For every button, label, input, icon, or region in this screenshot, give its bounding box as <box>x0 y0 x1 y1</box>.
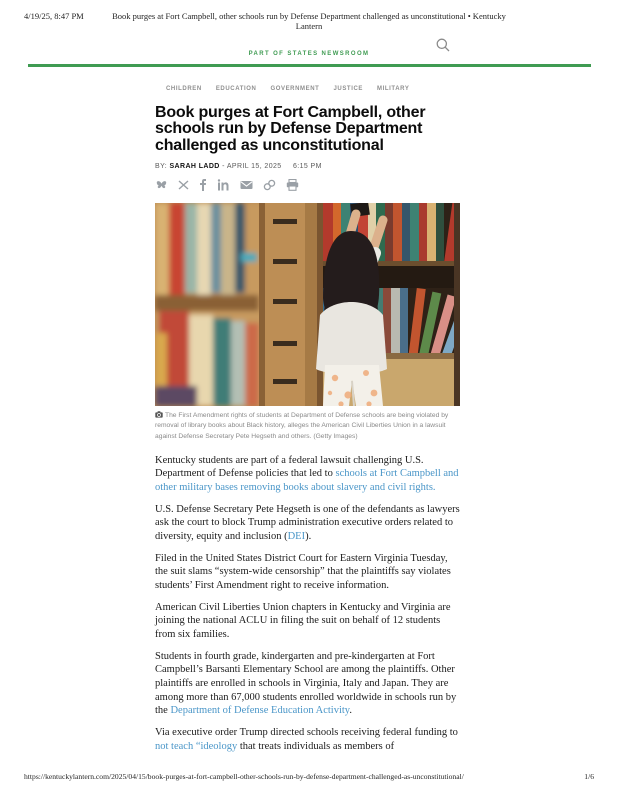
states-newsroom-tagline: PART OF STATES NEWSROOM <box>248 51 370 57</box>
article-paragraph <box>155 552 462 593</box>
article-paragraph <box>155 726 462 753</box>
body-text: American Civil Liberties Union chapters in Kentucky and Virginia are joining the national ACLU in filing the suit on behalf of 12 students from six families. <box>155 601 451 640</box>
print-page-title: Book purges at Fort Campbell, other schools run by Defense Department challenged as unconstitutional • Kentucky Lantern <box>112 11 506 31</box>
body-text: . <box>349 705 353 717</box>
bluesky-share-button[interactable] <box>155 179 168 191</box>
byline-prefix: BY: <box>155 163 168 171</box>
body-text: Kentucky students are part of a federal lawsuit challenging U.S. Department of Defense policies that led to <box>155 454 424 480</box>
nav-item-justice[interactable]: JUSTICE <box>333 86 363 92</box>
body-text: ). <box>305 530 312 542</box>
main-nav <box>166 86 462 92</box>
article-paragraph <box>155 503 462 544</box>
photo-caption-text: The First Amendment rights of students at Department of Defense schools are being violated by removal of library books about Black history, alleges the American Civil Liberties Union in a lawsuit against Defense Secretary Pete Hegseth and others. (Getty Images) <box>155 412 449 440</box>
print-share-button[interactable] <box>286 179 299 191</box>
article-body <box>155 454 462 754</box>
print-page-number: 1/6 <box>584 772 594 781</box>
link-icon <box>263 179 276 191</box>
article-column <box>155 82 462 762</box>
author-link[interactable]: SARAH LADD <box>169 163 220 171</box>
nav-item-children[interactable]: CHILDREN <box>166 86 202 92</box>
photo-caption <box>155 411 455 441</box>
bluesky-icon <box>155 179 168 191</box>
body-text: U.S. Defense Secretary Pete Hegseth is one of the defendants as lawyers ask the court to block Trump administration executive orders related to diversity, equity and inclusion ( <box>155 503 460 542</box>
article-photo <box>155 203 460 406</box>
inline-link[interactable]: Department of Defense Education Activity <box>170 705 350 717</box>
body-text: Students in fourth grade, kindergarten and pre-kindergarten at Fort Campbell’s Barsanti Elementary School are among the plaintiffs. Other plaintiffs are enrolled in schools in Virginia, Italy and Japan. They are among more than 67,000 students enrolled worldwide in schools run by the <box>155 650 457 717</box>
search-icon <box>435 37 451 53</box>
print-datetime: 4/19/25, 8:47 PM <box>24 11 84 21</box>
print-icon <box>286 179 299 191</box>
nav-item-education[interactable]: EDUCATION <box>215 86 257 92</box>
byline <box>155 163 462 170</box>
article-paragraph <box>155 650 462 718</box>
email-icon <box>240 179 253 191</box>
print-footer-url: https://kentuckylantern.com/2025/04/15/book-purges-at-fort-campbell-other-schools-run-by-defense-department-challenged-as-unconstitutional/ <box>24 772 464 781</box>
copy-link-share-button[interactable] <box>263 179 276 191</box>
publish-time: 6:15 PM <box>292 163 322 171</box>
camera-icon <box>155 411 163 418</box>
byline-separator: - <box>222 163 225 171</box>
search-button[interactable] <box>435 37 451 53</box>
share-bar <box>155 179 462 191</box>
print-footer <box>24 772 594 781</box>
facebook-share-button[interactable] <box>199 179 207 191</box>
body-text: that treats individuals as members of <box>237 740 395 752</box>
linkedin-icon <box>217 179 230 191</box>
nav-item-government[interactable]: GOVERNMENT <box>270 86 320 92</box>
print-header <box>24 11 594 31</box>
inline-link[interactable]: DEI <box>287 530 306 542</box>
body-text: Filed in the United States District Court for Eastern Virginia Tuesday, the suit slams “system-wide censorship” that the plaintiffs say violates students’ First Amendment right to receive information. <box>155 552 451 591</box>
linkedin-share-button[interactable] <box>217 179 230 191</box>
email-share-button[interactable] <box>240 179 253 191</box>
publish-date: APRIL 15, 2025 <box>226 163 282 171</box>
x-share-button[interactable] <box>178 179 189 191</box>
article-headline: Book purges at Fort Campbell, other schools run by Defense Department challenged as unconstitutional <box>155 104 426 154</box>
nav-item-military[interactable]: MILITARY <box>377 86 410 92</box>
header-divider <box>28 64 591 67</box>
inline-link[interactable]: not teach “ideology <box>155 740 238 752</box>
inline-link[interactable]: schools at Fort Campbell and other military bases removing books about slavery and civil rights. <box>155 468 459 493</box>
article-paragraph <box>155 601 462 642</box>
body-text: Via executive order Trump directed schools receiving federal funding to <box>155 727 458 739</box>
article-paragraph <box>155 454 462 495</box>
facebook-icon <box>199 179 207 191</box>
x-icon <box>178 179 189 191</box>
